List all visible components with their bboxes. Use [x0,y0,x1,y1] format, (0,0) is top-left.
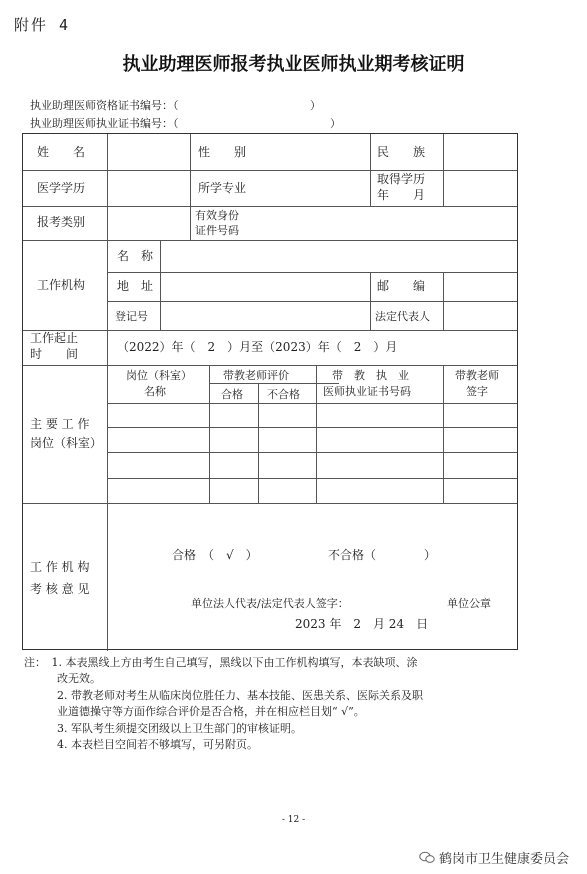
assessment-date: 2023 年 2 月 24 日 [295,617,429,631]
registration-number-label: 登记号 [115,310,148,323]
practice-cert-close: ） [330,117,341,130]
qualification-cert-close: ） [310,99,321,112]
wechat-icon [419,851,435,864]
note-line: 改无效。 [24,672,101,685]
page-number: - 12 - [281,815,306,825]
watermark-text: 鹤岗市卫生健康委员会 [438,852,569,867]
dept-header-2: 名称 [144,385,166,398]
signer-label: 单位法人代表/法定代表人签字： [191,597,349,610]
qualification-cert-label: 执业助理医师资格证书编号：（ [30,99,179,112]
posts-label-1: 主 要 工 作 [30,417,90,431]
period-value: （2022）年（ 2 ）月至（2023）年（ 2 ）月 [117,340,398,354]
teacher-evaluation-header: 带教老师评价 [223,369,289,382]
note-line: 2. 带教老师对考生从临床岗位胜任力、基本技能、医患关系、医际关系及职 [24,689,423,702]
practice-cert-line [30,115,341,131]
note-line: 业道德操守等方面作综合评价是否合格，并在相应栏目划“ √”。 [24,705,365,718]
id-number-label-1: 有效身份 [195,209,239,222]
assessment-pass: 合格 （ √ ） [172,548,258,562]
dept-header-1: 岗位（科室） [126,369,192,382]
fail-header: 不合格 [267,388,300,401]
degree-date-label-1: 取得学历 [377,172,426,186]
assessment-label-2: 考 核 意 见 [30,582,90,596]
legal-representative-label: 法定代表人 [375,310,430,323]
certificate-table [22,133,518,650]
degree-date-label-2: 年 月 [377,188,426,202]
institution-label: 工作机构 [37,278,86,292]
note-line: 4. 本表栏目空间若不够填写，可另附页。 [24,738,258,751]
assessment-label-1: 工 作 机 构 [30,560,90,574]
license-header-1: 带 教 执 业 [332,369,409,382]
posts-label-2: 岗位（科室） [30,436,103,450]
period-label-2: 时 间 [30,347,79,361]
license-header-2: 医师执业证书号码 [323,385,411,398]
period-label-1: 工作起止 [30,331,79,345]
postcode-label: 邮 编 [377,279,426,293]
ethnicity-label: 民 族 [377,145,426,159]
name-label: 姓 名 [37,145,86,159]
pass-header: 合格 [221,388,243,401]
note-line: 注： 1. 本表黑线上方由考生自己填写，黑线以下由工作机构填写，本表缺项、涂 [24,656,418,669]
exam-category-label: 报考类别 [37,215,86,229]
qualification-cert-line [30,97,321,113]
major-label: 所学专业 [198,181,247,195]
practice-cert-label: 执业助理医师执业证书编号：（ [30,117,179,130]
assessment-fail: 不合格（ ） [328,548,437,562]
annex-label: 附件 4 [14,16,71,34]
education-label: 医学学历 [37,181,86,195]
institution-name-label: 名 称 [117,249,154,263]
form-title: 执业助理医师报考执业医师执业期考核证明 [122,54,465,75]
note-line: 3. 军队考生须提交团级以上卫生部门的审核证明。 [24,722,302,735]
signature-header-2: 签字 [466,385,488,398]
official-seal-label: 单位公章 [447,597,491,610]
institution-address-label: 地 址 [117,279,154,293]
signature-header-1: 带教老师 [455,369,499,382]
id-number-label-2: 证件号码 [195,224,239,237]
watermark [419,848,569,867]
gender-label: 性 别 [198,145,247,159]
